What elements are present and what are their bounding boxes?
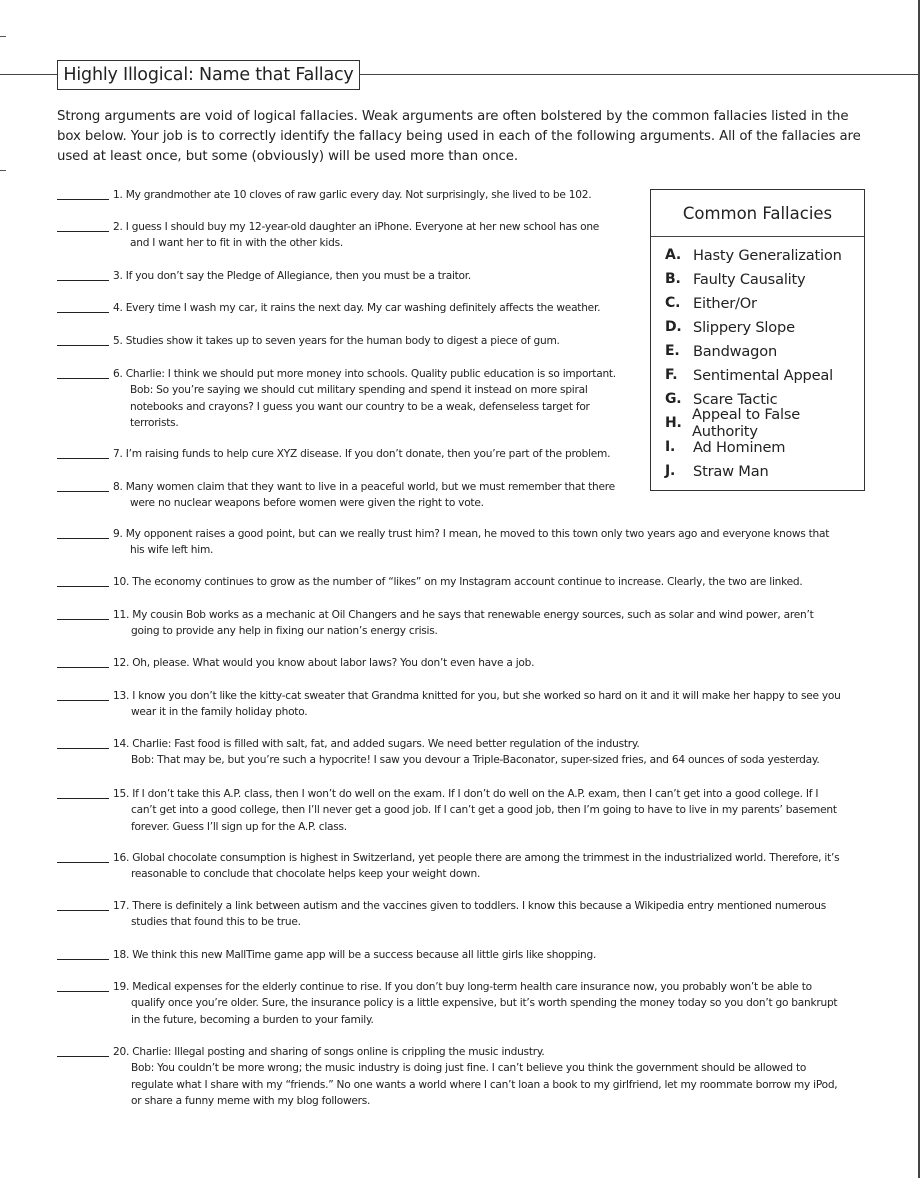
question-text (113, 300, 600, 316)
question-line-continued: Bob: So you’re saying we should cut military spending and spend it instead on more spiral (130, 384, 588, 397)
question-text (113, 446, 610, 462)
question-text (113, 219, 599, 252)
question-line: 14. Charlie: Fast food is filled with salt, fat, and added sugars. We need better regulation of the industry. (113, 738, 640, 750)
question-text (113, 187, 591, 203)
question-line-continued: Bob: That may be, but you’re such a hypocrite! I saw you devour a Triple-Baconator, super-sized fries, and 64 ounces of soda yesterday. (131, 754, 820, 767)
question-text (113, 947, 596, 963)
question-text (113, 526, 829, 559)
fallacy-letter: G. (665, 391, 682, 407)
answer-blank[interactable] (57, 748, 109, 749)
question-line-continued: Bob: You couldn’t be more wrong; the music industry is doing just fine. I can’t believe you think the government should be allowed to (131, 1062, 807, 1075)
fallacy-letter: A. (665, 247, 682, 263)
question-line: 17. There is definitely a link between autism and the vaccines given to toddlers. I know this because a Wikipedia entry mentioned numerous (113, 900, 827, 912)
question-line-continued: studies that found this to be true. (131, 916, 301, 929)
question-line-continued: notebooks and crayons? I guess you want our country to be a weak, defenseless target for (130, 400, 590, 413)
fallacy-letter: F. (665, 367, 678, 383)
answer-blank[interactable] (57, 700, 109, 701)
fallacy-name: Hasty Generalization (693, 246, 842, 264)
question-line: 20. Charlie: Illegal posting and sharing of songs online is crippling the music industry. (113, 1046, 545, 1058)
question-text (113, 333, 560, 349)
answer-blank[interactable] (57, 491, 109, 492)
question-line: 2. I guess I should buy my 12-year-old daughter an iPhone. Everyone at her new school has one (113, 221, 600, 233)
answer-blank[interactable] (57, 619, 109, 620)
fallacy-item (665, 243, 864, 267)
fallacy-name: Sentimental Appeal (693, 366, 833, 384)
question-text (113, 898, 826, 931)
answer-blank[interactable] (57, 345, 109, 346)
question-text (113, 366, 616, 432)
fallacy-name: Faulty Causality (693, 270, 806, 288)
answer-blank[interactable] (57, 199, 109, 200)
question-line: 3. If you don’t say the Pledge of Allegiance, then you must be a traitor. (113, 270, 472, 282)
fallacy-letter: E. (665, 343, 680, 359)
answer-blank[interactable] (57, 458, 109, 459)
question-line: 7. I’m raising funds to help cure XYZ disease. If you don’t donate, then you’re part of the problem. (113, 448, 611, 460)
answer-blank[interactable] (57, 378, 109, 379)
question-text (113, 479, 615, 512)
question-line-continued: in the future, becoming a burden to your family. (131, 1013, 374, 1026)
question-text (113, 574, 802, 590)
question-text (113, 736, 820, 769)
fallacy-item (665, 339, 864, 363)
question-line-continued: qualify once you’re older. Sure, the insurance policy is a little expensive, but it’s worth spending the money today so you don’t go bankrupt (131, 997, 838, 1010)
answer-blank[interactable] (57, 667, 109, 668)
question-line: 19. Medical expenses for the elderly continue to rise. If you don’t buy long-term health care insurance now, you probably won’t be able to (113, 981, 812, 993)
fallacy-box-heading: Common Fallacies (651, 190, 864, 237)
question-text (113, 655, 534, 671)
question-text (113, 1044, 837, 1110)
margin-mark (0, 170, 6, 171)
instructions: Strong arguments are void of logical fallacies. Weak arguments are often bolstered by the common fallacies listed in the box below. Your job is to correctly identify the fallacy being used in each of the following arguments. All of the fallacies are used at least once, but some (obviously) will be used more than once. (57, 109, 861, 164)
question-line: 10. The economy continues to grow as the number of “likes” on my Instagram account continue to increase. Clearly, the two are linked. (113, 576, 803, 588)
question-text (113, 688, 841, 721)
fallacy-item (665, 267, 864, 291)
answer-blank[interactable] (57, 959, 109, 960)
question-line: 15. If I don’t take this A.P. class, then I won’t do well on the exam. If I don’t do well on the A.P. exam, then I can’t get into a good college. If I (113, 788, 819, 800)
worksheet-title: Highly Illogical: Name that Fallacy (57, 60, 360, 90)
answer-blank[interactable] (57, 862, 109, 863)
common-fallacies-box (650, 189, 865, 491)
question-line: 1. My grandmother ate 10 cloves of raw garlic every day. Not surprisingly, she lived to be 102. (113, 189, 592, 201)
question-line-continued: forever. Guess I’ll sign up for the A.P. class. (131, 820, 347, 833)
question-text (113, 786, 837, 835)
fallacy-name: Ad Hominem (693, 438, 786, 456)
answer-blank[interactable] (57, 312, 109, 313)
answer-blank[interactable] (57, 1056, 109, 1057)
question-line: 8. Many women claim that they want to live in a peaceful world, but we must remember that there (113, 481, 615, 493)
fallacy-item (665, 459, 864, 483)
question-text (113, 268, 471, 284)
fallacy-letter: I. (665, 439, 676, 455)
fallacy-name: Either/Or (693, 294, 757, 312)
question-line: 18. We think this new MallTime game app will be a success because all little girls like shopping. (113, 949, 597, 961)
question-line: 12. Oh, please. What would you know about labor laws? You don’t even have a job. (113, 657, 535, 669)
fallacy-name: Appeal to False Authority (692, 406, 801, 440)
answer-blank[interactable] (57, 231, 109, 232)
question-line: 5. Studies show it takes up to seven years for the human body to digest a piece of gum. (113, 335, 560, 347)
question-line: 16. Global chocolate consumption is highest in Switzerland, yet people there are among the trimmest in the industrialized world. Therefore, it’s (113, 852, 840, 864)
answer-blank[interactable] (57, 538, 109, 539)
question-line-continued: terrorists. (130, 417, 179, 430)
question-line-continued: can’t get into a good college, then I’ll never get a good job. If I can’t get a good job, then I’m going to have to live in my parents’ basement (131, 804, 837, 817)
question-line: 13. I know you don’t like the kitty-cat sweater that Grandma knitted for you, but she worked so hard on it and it will make her happy to see you (113, 690, 841, 702)
question-line: 9. My opponent raises a good point, but can we really trust him? I mean, he moved to this town only two years ago and everyone knows that (113, 528, 830, 540)
question-line-continued: or share a funny meme with my blog followers. (131, 1095, 371, 1108)
fallacy-name: Straw Man (693, 462, 769, 480)
fallacy-letter: H. (665, 415, 682, 431)
fallacy-letter: B. (665, 271, 681, 287)
fallacy-item (665, 406, 864, 440)
fallacy-name: Bandwagon (693, 342, 777, 360)
question-line-continued: his wife left him. (130, 544, 214, 557)
question-text (113, 850, 839, 883)
fallacy-letter: D. (665, 319, 682, 335)
question-line: 6. Charlie: I think we should put more money into schools. Quality public education is so important. (113, 368, 616, 380)
question-line-continued: reasonable to conclude that chocolate helps keep your weight down. (131, 868, 481, 881)
question-text (113, 607, 814, 640)
fallacy-name: Scare Tactic (693, 390, 778, 408)
fallacy-letter: J. (665, 463, 676, 479)
question-line-continued: wear it in the family holiday photo. (131, 706, 308, 719)
fallacy-item (665, 315, 864, 339)
question-line-continued: were no nuclear weapons before women were given the right to vote. (130, 497, 484, 510)
question-line: 4. Every time I wash my car, it rains the next day. My car washing definitely affects the weather. (113, 302, 601, 314)
answer-blank[interactable] (57, 586, 109, 587)
page-edge-line (918, 0, 920, 1178)
answer-blank[interactable] (57, 798, 109, 799)
question-line-continued: regulate what I share with my “friends.” No one wants a world where I can’t loan a book to my girlfriend, let my roommate borrow my iPod, (131, 1078, 838, 1091)
fallacy-name: Slippery Slope (693, 318, 795, 336)
fallacy-item (665, 363, 864, 387)
fallacy-item (665, 291, 864, 315)
answer-blank[interactable] (57, 991, 109, 992)
question-line: 11. My cousin Bob works as a mechanic at Oil Changers and he says that renewable energy sources, such as solar and wind power, aren’t (113, 609, 814, 621)
fallacy-list (651, 237, 864, 483)
question-text (113, 979, 837, 1028)
fallacy-letter: C. (665, 295, 681, 311)
margin-mark (0, 36, 6, 37)
question-line-continued: and I want her to fit in with the other kids. (130, 237, 343, 250)
answer-blank[interactable] (57, 910, 109, 911)
question-line-continued: going to provide any help in fixing our nation’s energy crisis. (131, 625, 438, 638)
answer-blank[interactable] (57, 280, 109, 281)
